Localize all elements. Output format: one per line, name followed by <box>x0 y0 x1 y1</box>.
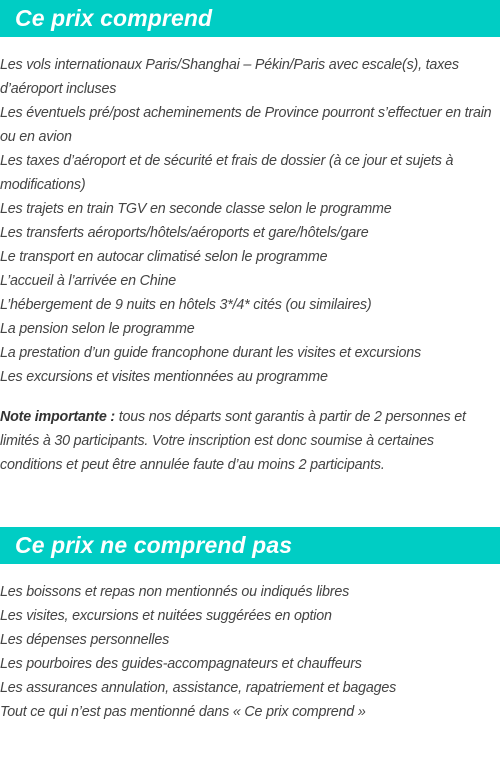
list-item: Les assurances annulation, assistance, rapatriement et bagages <box>0 680 397 696</box>
list-item: Les vols internationaux Paris/Shanghai – Pékin/Paris avec escale(s), taxes d’aéroport incluses <box>0 57 459 97</box>
list-item: L’hébergement de 9 nuits en hôtels 3*/4* cités (ou similaires) <box>0 297 372 313</box>
list-item: Les pourboires des guides-accompagnateurs et chauffeurs <box>0 656 362 672</box>
list-item: Les boissons et repas non mentionnés ou indiqués libres <box>0 584 350 600</box>
included-section-header <box>0 0 500 37</box>
list-item: L’accueil à l’arrivée en Chine <box>0 273 176 289</box>
list-item: Tout ce qui n’est pas mentionné dans « Ce prix comprend » <box>0 704 366 720</box>
list-item: La pension selon le programme <box>0 321 195 337</box>
excluded-section-header <box>0 527 500 564</box>
list-item: Les visites, excursions et nuitées suggérées en option <box>0 608 332 624</box>
list-item: Les taxes d’aéroport et de sécurité et frais de dossier (à ce jour et sujets à modifications) <box>0 153 454 193</box>
excluded-section-title: Ce prix ne comprend pas <box>15 532 293 558</box>
list-item: Les excursions et visites mentionnées au programme <box>0 369 328 385</box>
excluded-list <box>0 580 495 724</box>
included-list <box>0 53 495 389</box>
important-note-label: Note importante : <box>0 409 115 425</box>
list-item: La prestation d’un guide francophone durant les visites et excursions <box>0 345 421 361</box>
important-note <box>0 405 495 477</box>
list-item: Les dépenses personnelles <box>0 632 170 648</box>
list-item: Les transferts aéroports/hôtels/aéroports et gare/hôtels/gare <box>0 225 369 241</box>
list-item: Le transport en autocar climatisé selon le programme <box>0 249 328 265</box>
included-section-title: Ce prix comprend <box>15 5 213 31</box>
important-note-text: tous nos départs sont garantis à partir de 2 personnes et limités à 30 participants. Votre inscription est donc soumise à certaines conditions et peut être annulée faute d’au moins 2 participants. <box>0 409 466 473</box>
list-item: Les trajets en train TGV en seconde classe selon le programme <box>0 201 392 217</box>
list-item: Les éventuels pré/post acheminements de Province pourront s’effectuer en train ou en avion <box>0 105 492 145</box>
